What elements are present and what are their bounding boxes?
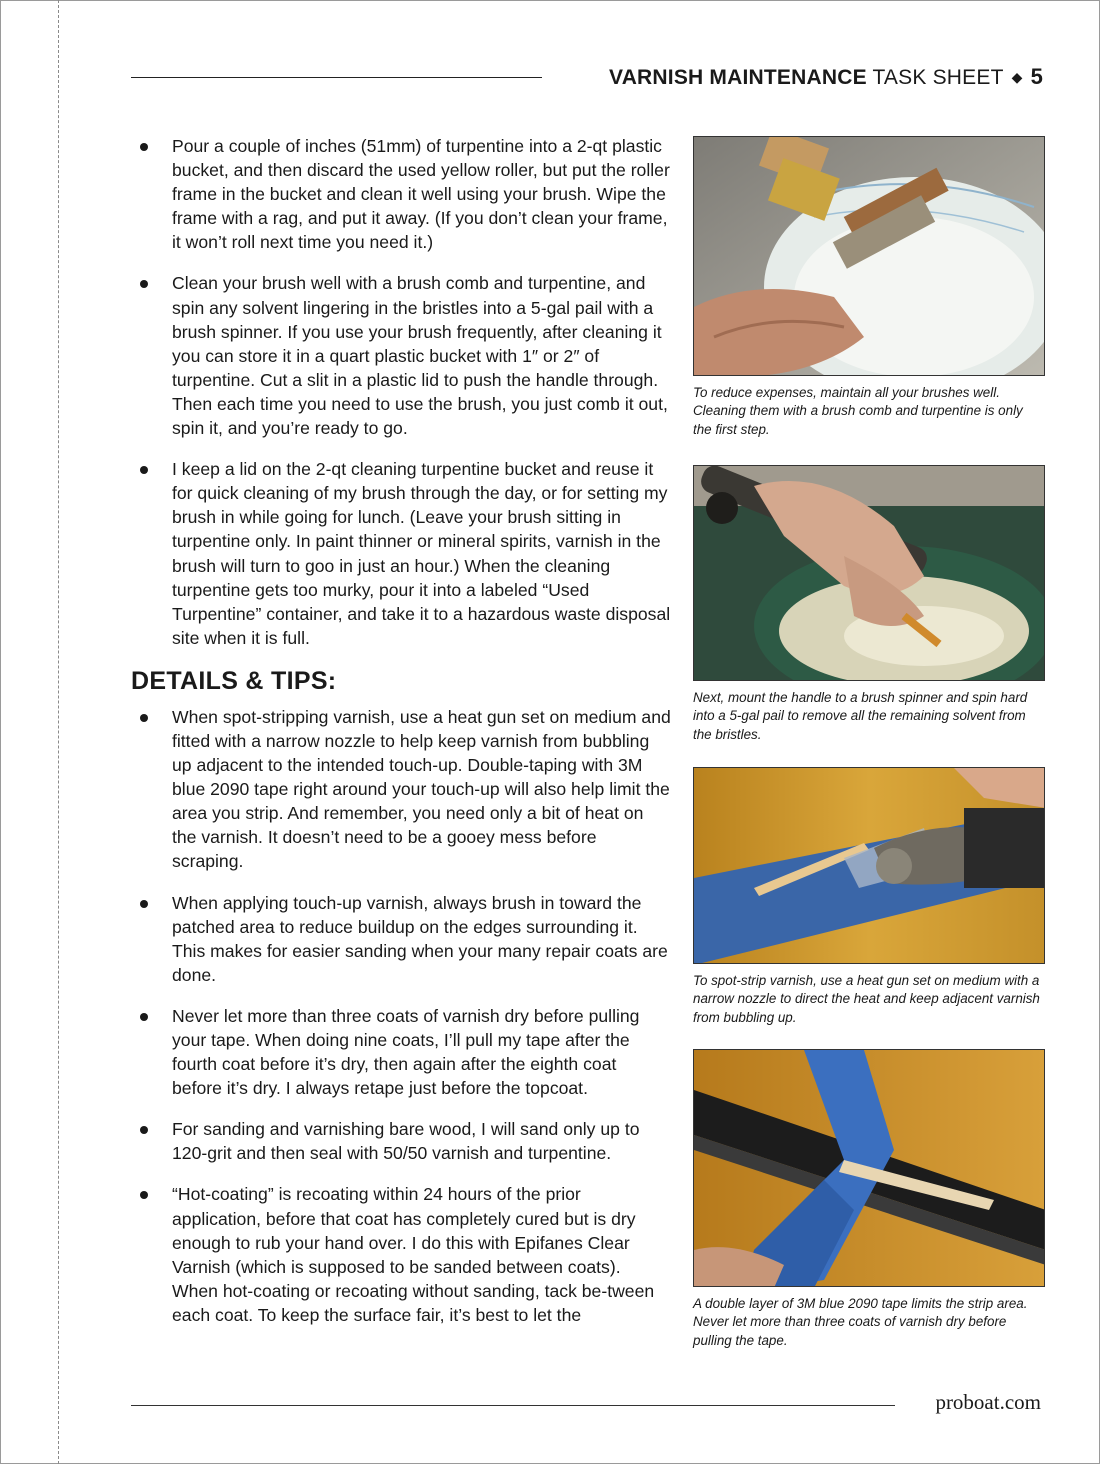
figure-caption: To reduce expenses, maintain all your brushes well. Cleaning them with a brush comb and turpentine is only the first step. xyxy=(693,385,1023,437)
page-number: 5 xyxy=(1030,64,1043,89)
list-item: “Hot-coating” is recoating within 24 hours of the prior application, before that coat has completely cured but is dry enough to rub your hand over. I do this with Epifanes Clear Varnish (which is supposed to be sanded between coats). When hot-coating or recoating without sanding, tack be-tween each coat. To keep the surface fair, it’s best to let the xyxy=(131,1182,671,1327)
brush-spinner-photo xyxy=(693,465,1045,681)
bullet-icon xyxy=(140,714,148,722)
figure-caption: A double layer of 3M blue 2090 tape limits the strip area. Never let more than three coats of varnish dry before pulling the tape. xyxy=(693,1296,1028,1348)
section-heading: DETAILS & TIPS: xyxy=(131,666,337,695)
figure-heat-gun xyxy=(693,767,1045,1027)
text-column xyxy=(131,134,671,1344)
bullet-icon xyxy=(140,143,148,151)
footer-site: proboat.com xyxy=(935,1390,1041,1414)
footer-rule xyxy=(131,1405,895,1406)
heat-gun-photo xyxy=(693,767,1045,964)
bullet-list-top xyxy=(131,134,671,650)
list-item: I keep a lid on the 2-qt cleaning turpentine bucket and reuse it for quick cleaning of my brush through the day, or for setting my brush in while going for lunch. (Leave your brush sitting in turpentine only. In paint thinner or mineral spirits, varnish in the brush will turn to goo in just an hour.) When the cleaning turpentine gets too murky, pour it into a labeled “Used Turpentine” container, and take it to a hazardous waste disposal site when it is full. xyxy=(131,457,671,650)
list-item: Never let more than three coats of varnish dry before pulling your tape. When doing nine coats, I’ll pull my tape after the fourth coat before it’s dry, then again after the eighth coat before it’s dry. I always retape just before the topcoat. xyxy=(131,1004,671,1100)
header-title-light: TASK SHEET xyxy=(872,66,1004,89)
brush-comb-photo xyxy=(693,136,1045,376)
bullet-icon xyxy=(140,1191,148,1199)
figure-caption: Next, mount the handle to a brush spinner and spin hard into a 5-gal pail to remove all the remaining solvent from the bristles. xyxy=(693,690,1028,742)
header-rule xyxy=(131,77,542,78)
list-item: When applying touch-up varnish, always brush in toward the patched area to reduce buildup on the edges surrounding it. This makes for easier sanding when your many repair coats are done. xyxy=(131,891,671,987)
list-item: For sanding and varnishing bare wood, I will sand only up to 120-grit and then seal with 50/50 varnish and turpentine. xyxy=(131,1117,671,1165)
blue-tape-photo xyxy=(693,1049,1045,1287)
header-title-bold: VARNISH MAINTENANCE xyxy=(609,66,867,89)
bullet-icon xyxy=(140,900,148,908)
bullet-icon xyxy=(140,280,148,288)
running-header xyxy=(609,64,1043,90)
list-item: When spot-stripping varnish, use a heat gun set on medium and fitted with a narrow nozzle to help keep varnish from bubbling up adjacent to the intended touch-up. Double-taping with 3M blue 2090 tape right around your touch-up will also help limit the area you strip. And remember, you need only a bit of heat on the varnish. It doesn’t need to be a gooey mess before scraping. xyxy=(131,705,671,874)
figure-brush-comb xyxy=(693,136,1045,439)
figure-caption: To spot-strip varnish, use a heat gun set on medium with a narrow nozzle to direct the heat and keep adjacent varnish from bubbling up. xyxy=(693,973,1040,1025)
binding-line xyxy=(58,0,59,1464)
bullet-list-tips xyxy=(131,705,671,1327)
figure-brush-spinner xyxy=(693,465,1045,744)
figure-blue-tape xyxy=(693,1049,1045,1350)
bullet-icon xyxy=(140,1126,148,1134)
diamond-icon: ◆ xyxy=(1011,69,1023,85)
bullet-icon xyxy=(140,1013,148,1021)
bullet-icon xyxy=(140,466,148,474)
list-item: Clean your brush well with a brush comb and turpentine, and spin any solvent lingering in the bristles into a 5-gal pail with a brush spinner. If you use your brush frequently, after cleaning it you can store it in a quart plastic bucket with 1″ or 2″ of turpentine. Cut a slit in a plastic lid to push the handle through. Then each time you need to use the brush, you just comb it out, spin it, and you’re ready to go. xyxy=(131,271,671,440)
list-item: Pour a couple of inches (51mm) of turpentine into a 2-qt plastic bucket, and then discard the used yellow roller, but put the roller frame in the bucket and clean it well using your brush. Wipe the frame with a rag, and put it away. (If you don’t clean your frame, it won’t roll next time you need it.) xyxy=(131,134,671,254)
